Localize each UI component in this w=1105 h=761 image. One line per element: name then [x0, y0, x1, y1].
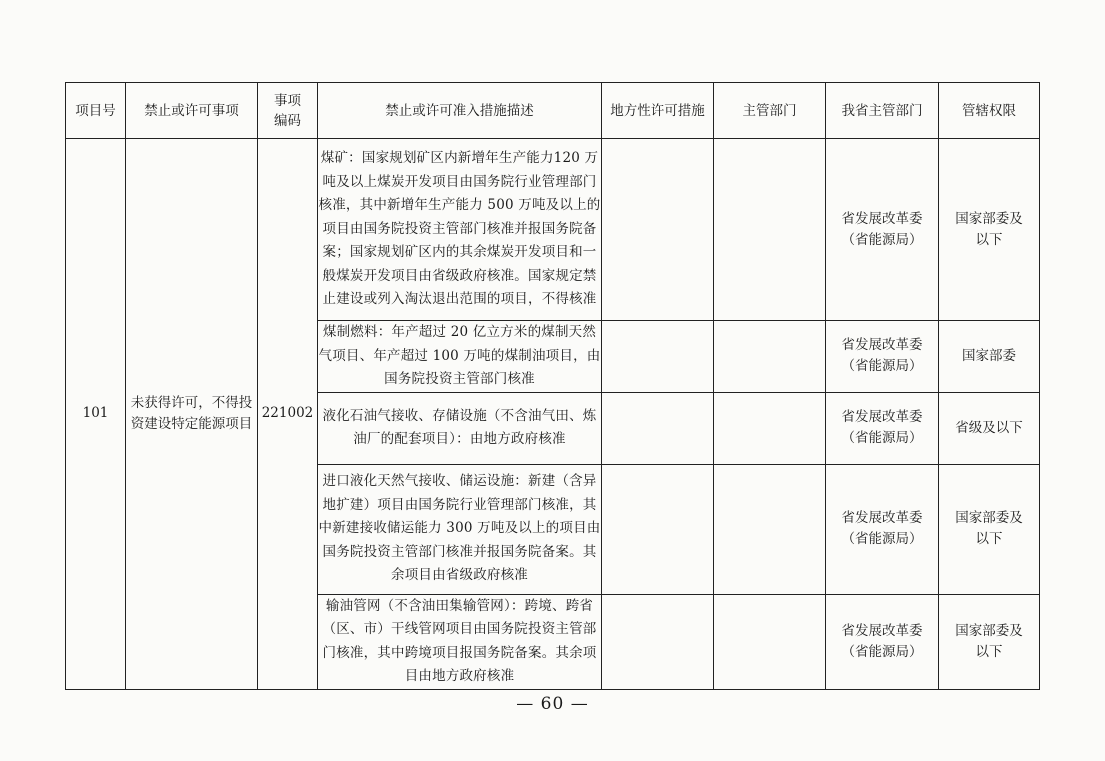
permit-table: [65, 82, 1040, 690]
description-cell: 煤制燃料：年产超过 20 亿立方米的煤制天然气项目、年产超过 100 万吨的煤制油项目，由国务院投资主管部门核准: [318, 321, 602, 393]
department-cell: [714, 464, 826, 594]
local-measure-cell: [602, 392, 714, 464]
local-measure-cell: [602, 464, 714, 594]
description-cell: 输油管网（不含油田集输管网）：跨境、跨省（区、市）干线管网项目由国务院投资主管部门核准，其中跨境项目报国务院备案。其余项目由地方政府核准: [318, 594, 602, 689]
jurisdiction-cell: 国家部委: [939, 321, 1040, 393]
jurisdiction-cell: 国家部委及 以下: [939, 139, 1040, 321]
description-cell: 液化石油气接收、存储设施（不含油气田、炼油厂的配套项目）：由地方政府核准: [318, 392, 602, 464]
department-cell: [714, 139, 826, 321]
local-measure-cell: [602, 321, 714, 393]
header-item-code: 事项 编码: [258, 83, 318, 139]
province-department-cell: 省发展改革委 （省能源局）: [826, 392, 939, 464]
header-local-measure: 地方性许可措施: [602, 83, 714, 139]
jurisdiction-cell: 省级及以下: [939, 392, 1040, 464]
province-department-cell: 省发展改革委 （省能源局）: [826, 321, 939, 393]
header-description: 禁止或许可准入措施描述: [318, 83, 602, 139]
header-province-department: 我省主管部门: [826, 83, 939, 139]
item-code: 221002: [258, 139, 318, 690]
jurisdiction-cell: 国家部委及 以下: [939, 464, 1040, 594]
department-cell: [714, 594, 826, 689]
description-cell: 煤矿：国家规划矿区内新增年生产能力120 万吨及以上煤炭开发项目由国务院行业管理部门核准，其中新增年生产能力 500 万吨及以上的项目由国务院投资主管部门核准并报国务院备案；国家规划矿区内的其余煤炭开发项目和一般煤炭开发项目由省级政府核准。国家规定禁止建设或列入淘汰退出范围的项目，不得核准: [318, 139, 602, 321]
page-number: — 60 —: [516, 694, 589, 714]
province-department-cell: 省发展改革委 （省能源局）: [826, 139, 939, 321]
province-department-cell: 省发展改革委 （省能源局）: [826, 594, 939, 689]
header-jurisdiction: 管辖权限: [939, 83, 1040, 139]
item-name: 未获得许可，不得投资建设特定能源项目: [126, 139, 258, 690]
header-item-number: 项目号: [66, 83, 126, 139]
table-row: [66, 139, 1040, 321]
province-department-cell: 省发展改革委 （省能源局）: [826, 464, 939, 594]
header-department: 主管部门: [714, 83, 826, 139]
header-item-name: 禁止或许可事项: [126, 83, 258, 139]
department-cell: [714, 321, 826, 393]
item-number: 101: [66, 139, 126, 690]
local-measure-cell: [602, 139, 714, 321]
description-cell: 进口液化天然气接收、储运设施：新建（含异地扩建）项目由国务院行业管理部门核准，其中新建接收储运能力 300 万吨及以上的项目由国务院投资主管部门核准并报国务院备案。其余项目由省级政府核准: [318, 464, 602, 594]
local-measure-cell: [602, 594, 714, 689]
table-header-row: [66, 83, 1040, 139]
jurisdiction-cell: 国家部委及 以下: [939, 594, 1040, 689]
department-cell: [714, 392, 826, 464]
